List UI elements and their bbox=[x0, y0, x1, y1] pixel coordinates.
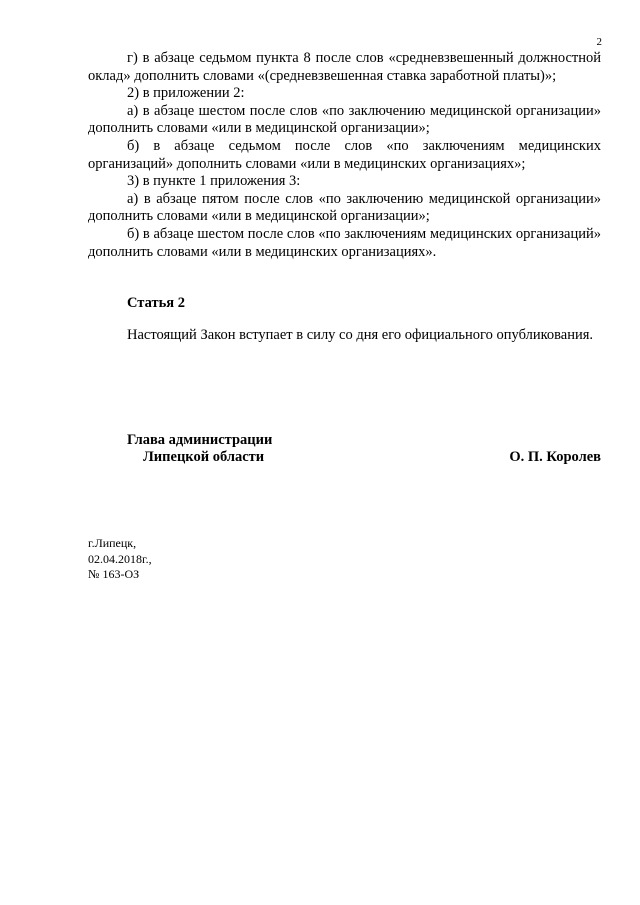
footer-city: г.Липецк, bbox=[88, 536, 137, 550]
paragraph-appendix-3-a: а) в абзаце пятом после слов «по заключению медицинской организации» дополнить словами «или в медицинской организации»; bbox=[88, 190, 601, 225]
footer-law-number: № 163-ОЗ bbox=[88, 567, 140, 581]
paragraph-appendix-2-b: б) в абзаце седьмом после слов «по заключениям медицинских организаций» дополнить словами «или в медицинских организациях»; bbox=[88, 137, 601, 172]
paragraph-g-item-8: г) в абзаце седьмом пункта 8 после слов «средневзвешенный должностной оклад» дополнить словами «(средневзвешенная ставка заработной платы)»; bbox=[88, 50, 601, 84]
paragraph-appendix-3: 3) в пункте 1 приложения 3: bbox=[127, 173, 301, 190]
signatory-name: О. П. Королев bbox=[509, 449, 601, 465]
footer-date: 02.04.2018г., bbox=[88, 551, 152, 566]
amendments-text bbox=[88, 50, 601, 261]
article-heading: Статья 2 bbox=[127, 295, 185, 311]
page-number: 2 bbox=[596, 36, 602, 48]
document-footer bbox=[88, 536, 152, 583]
signature-title-line2: Липецкой области bbox=[143, 449, 265, 465]
paragraph-appendix-2-a: а) в абзаце шестом после слов «по заключению медицинской организации» дополнить словами «или в медицинской организации»; bbox=[88, 102, 601, 137]
signature-title-line1: Глава администрации bbox=[127, 432, 273, 448]
paragraph-appendix-2: 2) в приложении 2: bbox=[127, 85, 245, 102]
article-text: Настоящий Закон вступает в силу со дня его официального опубликования. bbox=[127, 327, 594, 343]
paragraph-appendix-3-b: б) в абзаце шестом после слов «по заключениям медицинских организаций» дополнить словами «или в медицинских организациях». bbox=[88, 225, 601, 260]
